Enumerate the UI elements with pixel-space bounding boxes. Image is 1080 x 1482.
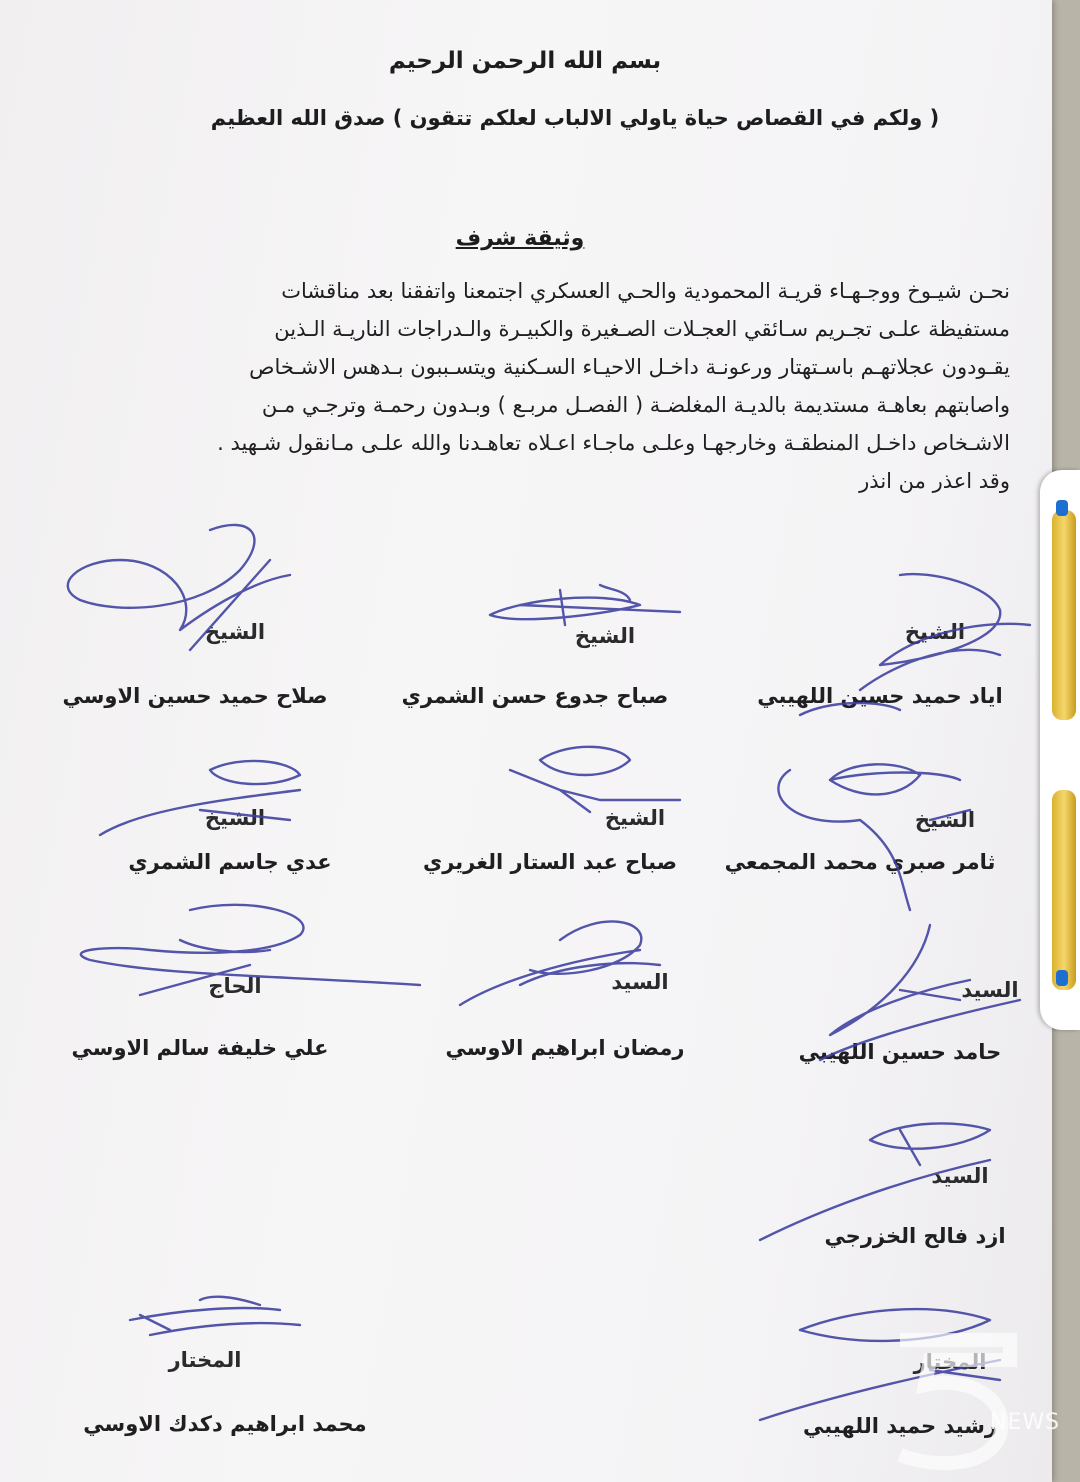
signatory-name: محمد ابراهيم دكدك الاوسي [83,1412,367,1436]
signatory-name: عدي جاسم الشمري [128,850,332,874]
signatory-name: علي خليفة سالم الاوسي [71,1036,329,1060]
signatory-name: صلاح حميد حسين الاوسي [62,684,328,708]
signature-stroke [130,1297,300,1335]
body-line: مستفيظة علـى تجـريم سـائقي العجـلات الصـغيرة والكبيـرة والـدراجات الناريـة الـذين [274,317,1010,341]
signatory-title: الشيخ [204,620,266,644]
signatory-title: السيد [611,970,669,994]
basmala-heading: بسم الله الرحمن الرحيم [388,48,662,74]
binder-clip [1052,790,1076,990]
signature-stroke [490,585,680,625]
signatory-name: رمضان ابراهيم الاوسي [445,1036,685,1060]
signature-stroke [100,761,300,835]
signature-stroke [81,905,420,995]
signatory-name: اياد حميد حسين اللهيبي [757,684,1003,708]
signatory-title: المختار [913,1350,987,1374]
signatory-name: صباح جدوع حسن الشمري [401,684,669,708]
signatory-title: السيد [961,978,1019,1002]
signatory-title: الحاج [208,974,262,998]
signature-stroke [820,925,1020,1060]
signatory-title: الشيخ [204,806,266,830]
signature-stroke [778,764,970,910]
signatory-name: حامد حسين اللهيبي [798,1040,1002,1064]
signatory-name: ثامر صبري محمد المجمعي [724,850,996,874]
body-line: واصابتهم بعاهـة مستديمة بالديـة المغلضـة ( الفصـل مربـع ) وبـدون رحمـة وترجـي مـن [261,393,1010,417]
news-logo-icon [860,1330,1060,1470]
quran-verse: ( ولكم في القصاص حياة ياولي الالباب لعلكم تتقون ) صدق الله العظيم [210,106,940,130]
signatory-name: رشيد حميد اللهيبي [803,1414,997,1438]
body-line: يقـودون عجلاتهـم باسـتهتار ورعونـة داخـل الاحيـاء السـكنية ويتسـببون بـدهس الاشـخاص [249,355,1010,379]
signatory-name: صباح عبد الستار الغريري [422,850,678,874]
signatory-title: الشيخ [574,624,636,648]
binder-tab [1056,500,1068,516]
signature-stroke [800,574,1030,715]
body-line: وقد اعذر من انذر [859,469,1010,493]
signatory-title: الشيخ [904,620,966,644]
binder-tab [1056,970,1068,986]
body-line: الاشـخاص داخـل المنطقـة وخارجهـا وعلـى ماجـاء اعـلاه تعاهـدنا والله علـى مـانقول شـهيد . [217,431,1010,455]
signatory-title: الشيخ [914,808,976,832]
signature-stroke [510,747,680,812]
signatory-name: ازد فالح الخزرجي [824,1224,1006,1248]
binder-clip [1052,510,1076,720]
document-title: وثيقة شرف [455,226,585,251]
signatory-title: الشيخ [604,806,666,830]
signatory-title: المختار [168,1348,242,1372]
signature-stroke [760,1123,990,1240]
signature-stroke [460,921,660,1005]
watermark-text: NEWS [990,1410,1061,1435]
signature-stroke [68,525,290,650]
body-line: نحـن شيـوخ ووجـهـاء قريـة المحمودية والحـي العسكري اجتمعنا واتفقنا بعد مناقشات [281,279,1010,303]
signatory-title: السيد [931,1164,989,1188]
binder-edge [1040,470,1080,1030]
